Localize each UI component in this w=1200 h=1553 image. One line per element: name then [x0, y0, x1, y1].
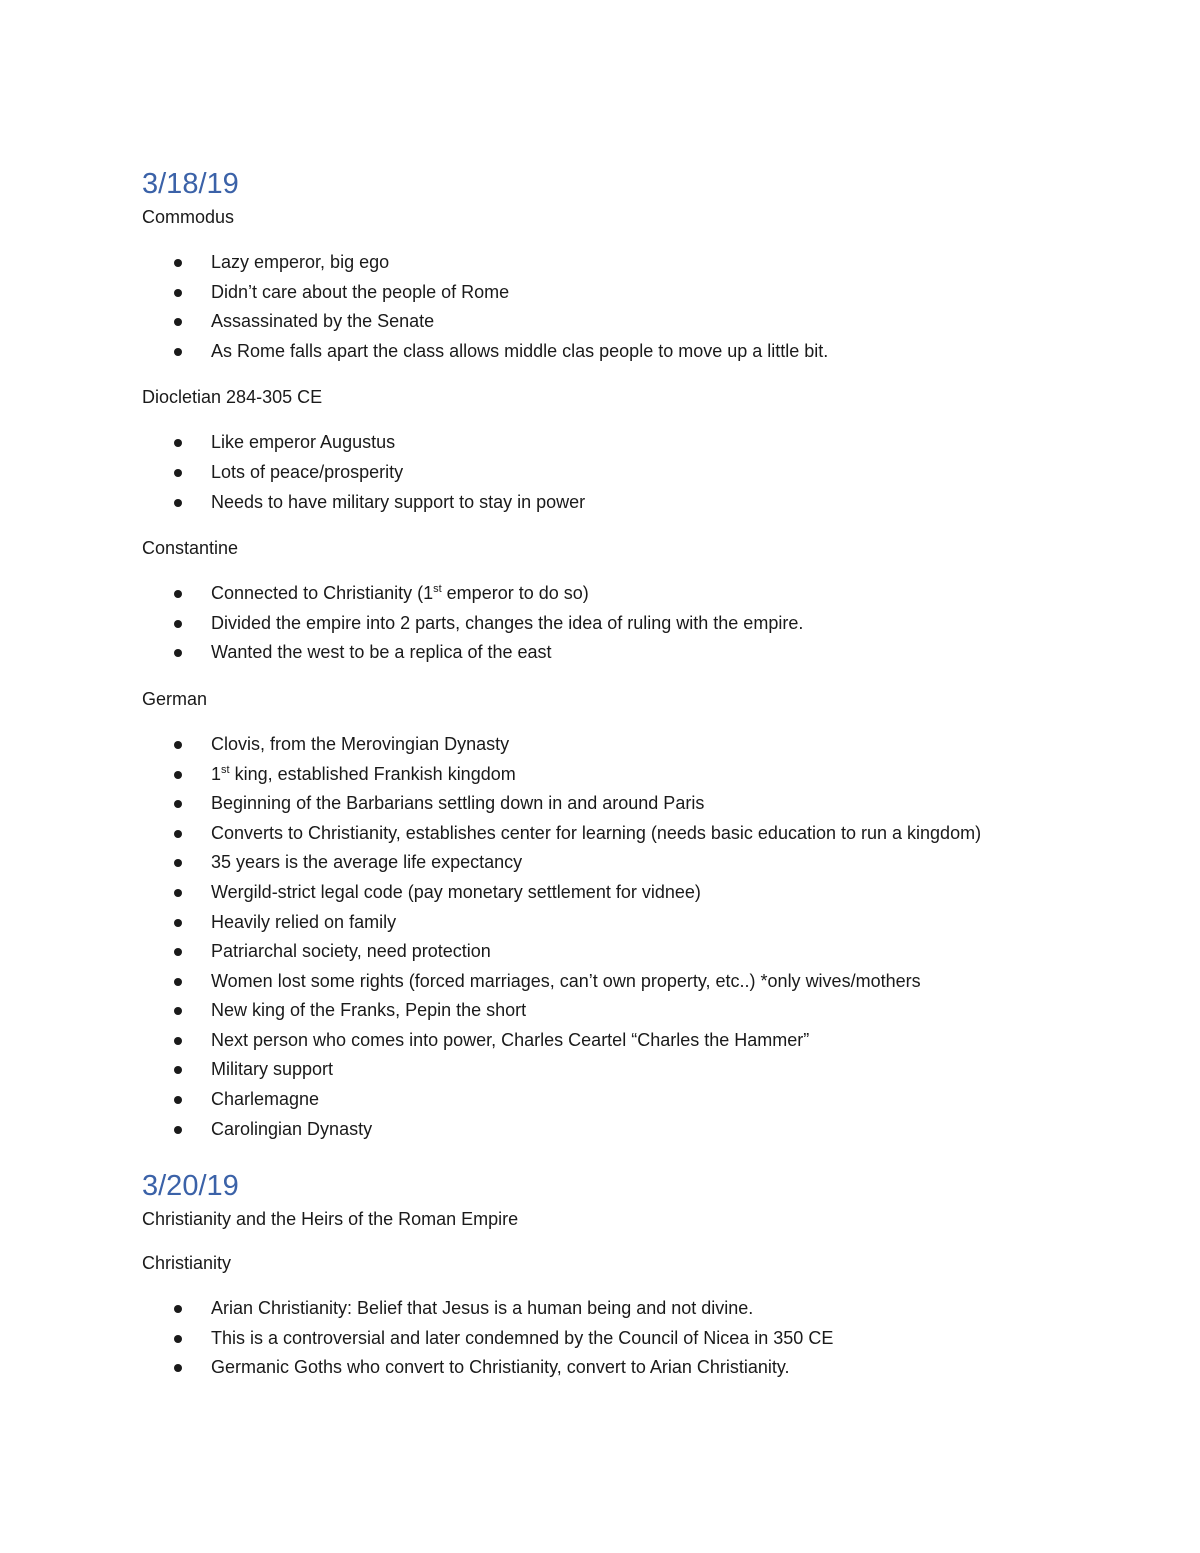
list-item	[142, 638, 1042, 668]
item-text: Wanted the west to be a replica of the east	[211, 642, 552, 663]
list-item	[142, 1026, 1042, 1056]
list-item	[142, 609, 1042, 639]
list-item	[142, 996, 1042, 1026]
bullet-icon	[174, 800, 182, 808]
list-item	[142, 967, 1042, 997]
item-text: Clovis, from the Merovingian Dynasty	[211, 733, 510, 754]
list-item	[142, 730, 1042, 760]
list-item	[142, 458, 1042, 488]
item-text: Needs to have military support to stay in power	[211, 491, 586, 512]
list-item	[142, 428, 1042, 458]
ordinal-superscript: st	[221, 763, 230, 776]
item-text: Connected to Christianity (1	[211, 583, 434, 604]
list-item	[142, 337, 1042, 367]
bullet-icon	[174, 499, 182, 507]
bullet-icon	[174, 859, 182, 867]
item-text: New king of the Franks, Pepin the short	[211, 1000, 527, 1021]
bullet-icon	[174, 771, 182, 779]
list-item	[142, 1055, 1042, 1085]
list-item	[142, 1353, 1042, 1383]
item-text: Women lost some rights (forced marriages, can’t own property, etc..) *only wives/mothers	[211, 970, 921, 991]
list-item	[142, 1115, 1042, 1145]
bullet-icon	[174, 649, 182, 657]
item-text: 1	[211, 763, 222, 784]
list-item	[142, 248, 1042, 278]
bullet-list	[142, 248, 1042, 366]
topic-title: German	[142, 688, 208, 709]
item-text: Beginning of the Barbarians settling down in and around Paris	[211, 793, 705, 814]
notes-page	[142, 164, 1042, 1383]
list-item	[142, 848, 1042, 878]
bullet-icon	[174, 348, 182, 356]
list-item	[142, 878, 1042, 908]
bullet-list	[142, 579, 1042, 668]
bullet-icon	[174, 1364, 182, 1372]
item-text: Military support	[211, 1059, 334, 1080]
list-item	[142, 908, 1042, 938]
item-text: Heavily relied on family	[211, 911, 397, 932]
bullet-icon	[174, 889, 182, 897]
item-text: Germanic Goths who convert to Christianity, convert to Arian Christianity.	[211, 1357, 790, 1378]
item-text: Charlemagne	[211, 1089, 320, 1110]
item-text: king, established Frankish kingdom	[229, 763, 516, 784]
bullet-icon	[174, 620, 182, 628]
bullet-icon	[174, 259, 182, 267]
bullet-icon	[174, 439, 182, 447]
item-text: Divided the empire into 2 parts, changes the idea of ruling with the empire.	[211, 612, 804, 633]
bullet-list	[142, 428, 1042, 517]
topic-title: Constantine	[142, 538, 239, 559]
list-item	[142, 1324, 1042, 1354]
item-text: 35 years is the average life expectancy	[211, 852, 523, 873]
list-item	[142, 579, 1042, 609]
item-text: Assassinated by the Senate	[211, 311, 435, 332]
bullet-icon	[174, 741, 182, 749]
item-text: Converts to Christianity, establishes center for learning (needs basic education to run a kingdom)	[211, 822, 982, 843]
item-text: Didn’t care about the people of Rome	[211, 281, 510, 302]
lecture-title: Christianity and the Heirs of the Roman Empire	[142, 1209, 519, 1230]
list-item	[142, 760, 1042, 790]
bullet-icon	[174, 1335, 182, 1343]
item-text: Arian Christianity: Belief that Jesus is a human being and not divine.	[211, 1298, 754, 1319]
date-heading: 3/18/19	[142, 168, 239, 200]
bullet-icon	[174, 1305, 182, 1313]
item-text: Lots of peace/prosperity	[211, 461, 404, 482]
bullet-icon	[174, 948, 182, 956]
list-item	[142, 1085, 1042, 1115]
list-item	[142, 937, 1042, 967]
item-text: Like emperor Augustus	[211, 432, 396, 453]
list-item	[142, 488, 1042, 518]
item-text: Wergild-strict legal code (pay monetary settlement for vidnee)	[211, 881, 701, 902]
bullet-icon	[174, 289, 182, 297]
bullet-list	[142, 1294, 1042, 1383]
bullet-icon	[174, 978, 182, 986]
bullet-icon	[174, 919, 182, 927]
bullet-icon	[174, 590, 182, 598]
date-heading: 3/20/19	[142, 1170, 239, 1203]
bullet-list	[142, 730, 1042, 1144]
bullet-icon	[174, 830, 182, 838]
item-text: emperor to do so)	[441, 583, 589, 604]
list-item	[142, 307, 1042, 337]
bullet-icon	[174, 469, 182, 477]
list-item	[142, 789, 1042, 819]
item-text: Lazy emperor, big ego	[211, 252, 390, 272]
bullet-icon	[174, 1126, 182, 1134]
item-text: Next person who comes into power, Charles Ceartel “Charles the Hammer”	[211, 1029, 810, 1050]
bullet-icon	[174, 1066, 182, 1074]
list-item	[142, 1294, 1042, 1324]
item-text: Patriarchal society, need protection	[211, 941, 491, 962]
list-item	[142, 819, 1042, 849]
list-item	[142, 278, 1042, 308]
ordinal-superscript: st	[433, 583, 442, 596]
item-text: Carolingian Dynasty	[211, 1118, 373, 1139]
topic-title: Christianity	[142, 1253, 232, 1274]
item-text: As Rome falls apart the class allows middle clas people to move up a little bit.	[211, 340, 829, 361]
topic-title: Diocletian 284-305 CE	[142, 387, 323, 408]
bullet-icon	[174, 1037, 182, 1045]
item-text: This is a controversial and later condemned by the Council of Nicea in 350 CE	[211, 1327, 834, 1348]
bullet-icon	[174, 1096, 182, 1104]
topic-title: Commodus	[142, 207, 235, 227]
bullet-icon	[174, 1007, 182, 1015]
bullet-icon	[174, 318, 182, 326]
